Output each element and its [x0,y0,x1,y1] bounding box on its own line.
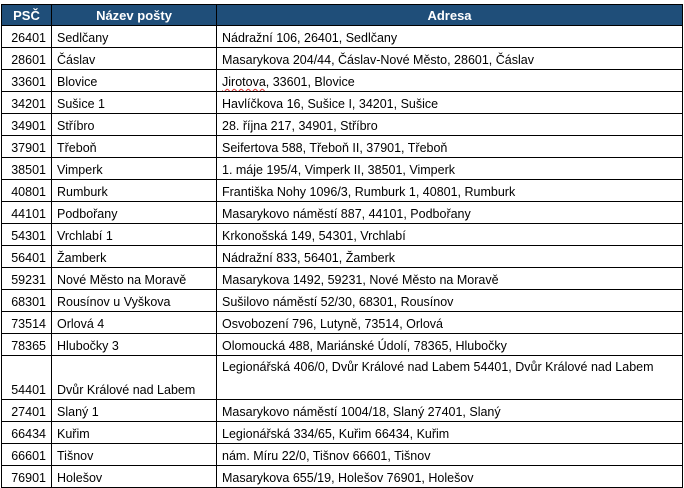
cell-psc[interactable]: 66434 [2,422,52,444]
cell-psc[interactable]: 34901 [2,114,52,136]
table-row [2,70,683,92]
address-flagged-word: Jirotova [222,75,266,89]
cell-psc[interactable]: 78365 [2,334,52,356]
cell-psc[interactable]: 73514 [2,312,52,334]
table-row [2,268,683,290]
cell-post-office-name[interactable]: Sušice 1 [52,92,217,114]
cell-psc[interactable]: 40801 [2,180,52,202]
table-row [2,422,683,444]
post-office-table [1,4,683,488]
cell-psc[interactable]: 33601 [2,70,52,92]
cell-address[interactable] [217,26,683,48]
cell-address[interactable] [217,114,683,136]
address-text: Krkonošská 149, 54301, Vrchlabí [222,229,406,243]
address-text: , 33601, Blovice [265,75,355,89]
cell-psc[interactable]: 44101 [2,202,52,224]
cell-psc[interactable]: 54401 [2,356,52,400]
cell-address[interactable] [217,422,683,444]
table-row [2,290,683,312]
header-post-office-name[interactable]: Název pošty [52,5,217,26]
cell-address[interactable] [217,356,683,400]
cell-psc[interactable]: 76901 [2,466,52,488]
table-body [2,26,683,488]
cell-address[interactable] [217,246,683,268]
cell-post-office-name[interactable]: Rousínov u Vyškova [52,290,217,312]
cell-psc[interactable]: 68301 [2,290,52,312]
header-address[interactable]: Adresa [217,5,683,26]
table-row [2,400,683,422]
cell-address[interactable] [217,136,683,158]
cell-address[interactable] [217,180,683,202]
cell-post-office-name[interactable]: Vimperk [52,158,217,180]
address-text: Masarykova 204/44, Čáslav-Nové Město, 28601, Čáslav [222,53,534,67]
cell-post-office-name[interactable]: Orlová 4 [52,312,217,334]
table-row [2,224,683,246]
cell-psc[interactable]: 56401 [2,246,52,268]
table-row [2,180,683,202]
cell-post-office-name[interactable]: Sedlčany [52,26,217,48]
cell-post-office-name[interactable]: Slaný 1 [52,400,217,422]
address-text: Legionářská 334/65, Kuřim 66434, Kuřim [222,427,450,441]
cell-address[interactable] [217,202,683,224]
table-row [2,158,683,180]
cell-psc[interactable]: 66601 [2,444,52,466]
cell-address[interactable] [217,466,683,488]
cell-post-office-name[interactable]: Vrchlabí 1 [52,224,217,246]
address-text: Masarykova 1492, 59231, Nové Město na Moravě [222,273,499,287]
table-row [2,312,683,334]
address-text: Nádražní 833, 56401, Žamberk [222,251,396,265]
table-row [2,356,683,400]
cell-psc[interactable]: 37901 [2,136,52,158]
cell-address[interactable] [217,334,683,356]
address-text: Osvobození 796, Lutyně, 73514, Orlová [222,317,443,331]
header-psc[interactable]: PSČ [2,5,52,26]
cell-post-office-name[interactable]: Hlubočky 3 [52,334,217,356]
cell-post-office-name[interactable]: Podbořany [52,202,217,224]
table-row [2,466,683,488]
cell-post-office-name[interactable]: Nové Město na Moravě [52,268,217,290]
cell-psc[interactable]: 27401 [2,400,52,422]
address-text: Františka Nohy 1096/3, Rumburk 1, 40801, Rumburk [222,185,516,199]
table-row [2,92,683,114]
cell-address[interactable] [217,158,683,180]
cell-post-office-name[interactable]: Dvůr Králové nad Labem [52,356,217,400]
cell-address[interactable] [217,70,683,92]
table-row [2,202,683,224]
address-text: nám. Míru 22/0, Tišnov 66601, Tišnov [222,449,431,463]
cell-post-office-name[interactable]: Žamberk [52,246,217,268]
address-text: 28. října 217, 34901, Stříbro [222,119,378,133]
cell-post-office-name[interactable]: Kuřim [52,422,217,444]
cell-psc[interactable]: 28601 [2,48,52,70]
cell-address[interactable] [217,224,683,246]
address-text: Sušilovo náměstí 52/30, 68301, Rousínov [222,295,454,309]
address-text: Olomoucká 488, Mariánské Údolí, 78365, Hlubočky [222,339,507,353]
cell-psc[interactable]: 54301 [2,224,52,246]
table-row [2,114,683,136]
cell-address[interactable] [217,48,683,70]
cell-post-office-name[interactable]: Rumburk [52,180,217,202]
cell-post-office-name[interactable]: Čáslav [52,48,217,70]
cell-psc[interactable]: 34201 [2,92,52,114]
cell-post-office-name[interactable]: Holešov [52,466,217,488]
cell-address[interactable] [217,444,683,466]
cell-post-office-name[interactable]: Třeboň [52,136,217,158]
cell-post-office-name[interactable]: Blovice [52,70,217,92]
address-text: Masarykova 655/19, Holešov 76901, Holešov [222,471,474,485]
cell-psc[interactable]: 38501 [2,158,52,180]
table-row [2,26,683,48]
address-text: Seifertova 588, Třeboň II, 37901, Třeboň [222,141,448,155]
cell-post-office-name[interactable]: Stříbro [52,114,217,136]
address-text: Masarykovo náměstí 1004/18, Slaný 27401, Slaný [222,405,501,419]
table-row [2,136,683,158]
cell-address[interactable] [217,290,683,312]
table-row [2,334,683,356]
table-row [2,246,683,268]
address-text: 1. máje 195/4, Vimperk II, 38501, Vimperk [222,163,455,177]
table-header-row [2,5,683,26]
cell-address[interactable] [217,92,683,114]
address-text: Havlíčkova 16, Sušice I, 34201, Sušice [222,97,439,111]
address-text: Nádražní 106, 26401, Sedlčany [222,31,398,45]
table-row [2,48,683,70]
table-row [2,444,683,466]
cell-address[interactable] [217,400,683,422]
cell-psc[interactable]: 26401 [2,26,52,48]
cell-address[interactable] [217,312,683,334]
address-text: Masarykovo náměstí 887, 44101, Podbořany [222,207,471,221]
address-text: Legionářská 406/0, Dvůr Králové nad Labem 54401, Dvůr Králové nad Labem [222,360,654,374]
cell-psc[interactable]: 59231 [2,268,52,290]
cell-post-office-name[interactable]: Tišnov [52,444,217,466]
cell-address[interactable] [217,268,683,290]
